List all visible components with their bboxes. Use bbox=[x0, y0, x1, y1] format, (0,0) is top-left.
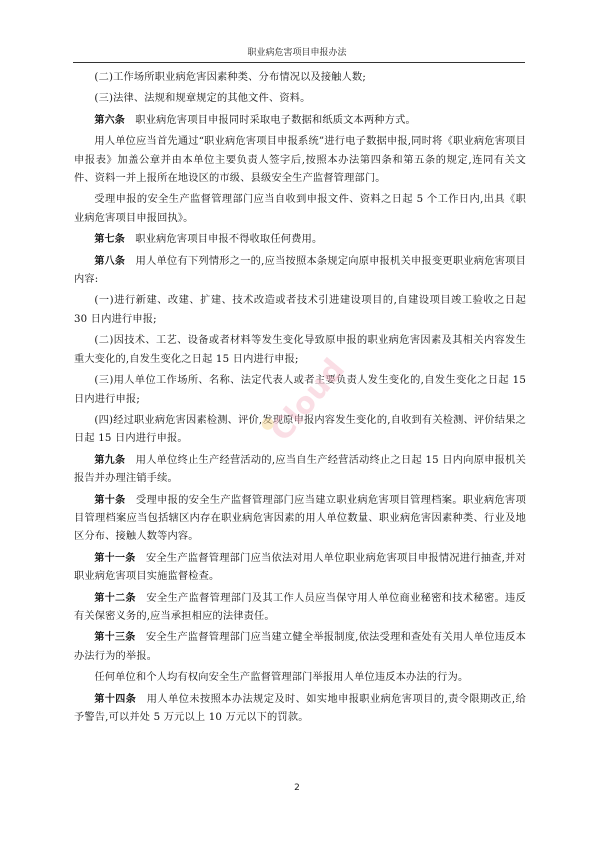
paragraph bbox=[74, 590, 526, 627]
paragraph-text: 安全生产监督管理部门应当建立健全举报制度,依法受理和查处有关用人单位违反本办法行为的举报。 bbox=[74, 632, 526, 662]
paragraph-text: 任何单位和个人均有权向安全生产监督管理部门举报用人单位违反本办法的行为。 bbox=[94, 672, 469, 684]
paragraph bbox=[74, 292, 526, 329]
article-number: 第十条 bbox=[94, 494, 126, 506]
paragraph bbox=[74, 492, 526, 547]
paragraph bbox=[74, 253, 526, 290]
paragraph bbox=[74, 332, 526, 369]
paragraph-text: 受理申报的安全生产监督管理部门应当自收到申报文件、资料之日起 5 个工作日内,出具《职业病危害项目申报回执》。 bbox=[74, 194, 526, 224]
article-number: 第十三条 bbox=[94, 632, 136, 644]
paragraph bbox=[74, 69, 526, 87]
paragraph bbox=[74, 452, 526, 489]
paragraph-text: (四)经过职业病危害因素检测、评价,发现原申报内容发生变化的,自收到有关检测、评价结果之日起 15 日内进行申报。 bbox=[74, 414, 526, 445]
article-number: 第九条 bbox=[94, 454, 126, 466]
paragraph bbox=[74, 669, 526, 687]
paragraph-text: (二)工作场所职业病危害因素种类、分布情况以及接触人数; bbox=[94, 72, 367, 83]
paragraph-text: 用人单位有下列情形之一的,应当按照本条规定向原申报机关申报变更职业病危害项目内容: bbox=[74, 255, 526, 286]
paragraph bbox=[74, 691, 526, 728]
paragraph-text: (二)因技术、工艺、设备或者材料等发生变化导致原申报的职业病危害因素及其相关内容发生重大变化的,自发生变化之日起 15 日内进行申报; bbox=[74, 335, 526, 365]
paragraph-text: 用人单位终止生产经营活动的,应当自生产经营活动终止之日起 15 日内向原申报机关报告并办理注销手续。 bbox=[74, 454, 527, 485]
article-number: 第七条 bbox=[94, 234, 125, 246]
paragraph-text: 用人单位应当首先通过“职业病危害项目申报系统”进行电子数据申报,同时将《职业病危害项目申报表》加盖公章并由本单位主要负责人签字后,按照本办法第四条和第五条的规定,连同有关文件、资料一并上报所在地设区的市级、县级安全生产监督管理部门。 bbox=[74, 136, 526, 185]
paragraph bbox=[74, 191, 526, 228]
page-header-title: 职业病危害项目申报办法 bbox=[247, 48, 347, 58]
paragraph bbox=[74, 133, 526, 188]
header-rule bbox=[73, 62, 525, 63]
paragraph bbox=[74, 231, 526, 249]
paragraph bbox=[74, 629, 526, 666]
paragraph-text: 职业病危害项目申报同时采取电子数据和纸质文本两种方式。 bbox=[125, 114, 416, 126]
article-number: 第十一条 bbox=[94, 552, 136, 564]
paragraph-text: (三)法律、法规和规章规定的其他文件、资料。 bbox=[94, 93, 311, 105]
paragraph-text: 安全生产监督管理部门应当依法对用人单位职业病危害项目申报情况进行抽查,并对职业病危害项目实施监督检查。 bbox=[74, 552, 526, 583]
paragraph bbox=[74, 112, 526, 130]
paragraph bbox=[74, 412, 526, 449]
paragraph-text: 安全生产监督管理部门及其工作人员应当保守用人单位商业秘密和技术秘密。违反有关保密义务的,应当承担相应的法律责任。 bbox=[74, 592, 526, 622]
watermark-text: Cloud bbox=[263, 352, 353, 449]
paragraph-text: (三)用人单位工作场所、名称、法定代表人或者主要负责人发生变化的,自发生变化之日起 15 日内进行申报; bbox=[74, 375, 526, 405]
paragraph bbox=[74, 90, 526, 108]
paragraph bbox=[74, 550, 526, 587]
paragraph bbox=[74, 372, 526, 409]
page-number: 2 bbox=[294, 783, 300, 793]
article-number: 第十二条 bbox=[94, 592, 136, 604]
document-body bbox=[74, 69, 526, 730]
paragraph-text: (一)进行新建、改建、扩建、技术改造或者技术引进建设项目的,自建设项目竣工验收之日起 30 日内进行申报; bbox=[74, 295, 526, 325]
article-number: 第十四条 bbox=[94, 693, 137, 705]
article-number: 第六条 bbox=[94, 114, 125, 126]
article-number: 第八条 bbox=[94, 255, 126, 267]
paragraph-text: 受理申报的安全生产监督管理部门应当建立职业病危害项目管理档案。职业病危害项目管理档案应当包括辖区内存在职业病危害因素的用人单位数量、职业病危害因素种类、行业及地区分布、接触人数等内容。 bbox=[74, 494, 526, 543]
paragraph-text: 用人单位未按照本办法规定及时、如实地申报职业病危害项目的,责令限期改正,给予警告,可以并处 5 万元以上 10 万元以下的罚款。 bbox=[74, 693, 526, 723]
paragraph-text: 职业病危害项目申报不得收取任何费用。 bbox=[125, 234, 323, 246]
